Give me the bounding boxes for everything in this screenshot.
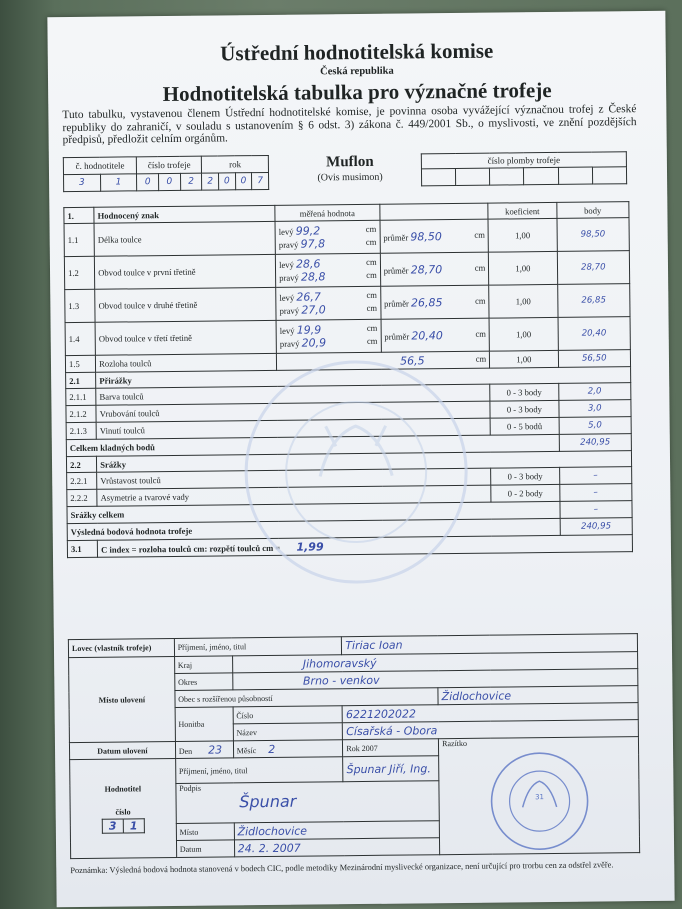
species-latin: (Ovis musimon) bbox=[317, 171, 383, 184]
final-label: Výsledná bodová hodnota trofeje bbox=[67, 518, 560, 540]
year-label: Rok bbox=[346, 743, 360, 753]
nazev-value: Císařská - Obora bbox=[343, 720, 639, 740]
cindex-value: 1,99 bbox=[296, 539, 324, 554]
average-cell bbox=[380, 252, 489, 286]
number-label: Číslo bbox=[233, 706, 343, 724]
seal-box bbox=[421, 151, 627, 186]
hunter-name: Tiriac Ioan bbox=[342, 634, 638, 655]
coef-value: 1,00 bbox=[488, 218, 557, 252]
commission-title: Ústřední hodnotitelská komise bbox=[220, 38, 494, 66]
head-empty bbox=[379, 203, 488, 220]
location-label: Místo bbox=[176, 823, 234, 841]
seal-label: číslo plomby trofeje bbox=[421, 152, 626, 169]
footnote: Poznámka: Výsledná bodová hodnota stanovená v bodech CIC, podle metodiky Mezinárodní myslivecké organizace, není určující pro trorbu cen za odstřel zvěře. bbox=[70, 860, 614, 876]
points-value: 5,0 bbox=[559, 417, 632, 435]
left-label: levý bbox=[279, 292, 295, 303]
table-title: Hodnotitelská tabulka pro význačné trofeje bbox=[162, 77, 552, 107]
day-label: Den bbox=[178, 746, 193, 756]
measure-cell bbox=[276, 286, 381, 320]
unit: cm bbox=[366, 289, 377, 300]
stamp-cell bbox=[439, 737, 640, 855]
total-plus-label: Celkem kladných bodů bbox=[66, 434, 559, 456]
row-num: 3.1 bbox=[67, 540, 97, 557]
row-num: 2.2.1 bbox=[67, 472, 97, 489]
total-plus-value: 240,95 bbox=[559, 434, 632, 452]
region-value: Jihomoravský bbox=[232, 652, 638, 673]
coef-value: 1,00 bbox=[489, 284, 558, 318]
seal-cell bbox=[558, 167, 592, 184]
average-cell bbox=[381, 318, 490, 352]
unit: cm bbox=[366, 302, 378, 313]
unit: cm bbox=[475, 328, 486, 339]
digit-cell: 0 bbox=[137, 174, 159, 191]
digit-cell: 0 bbox=[218, 173, 235, 190]
average-value: 20,40 bbox=[411, 328, 443, 342]
head-measured: měřená hodnota bbox=[275, 204, 380, 221]
hunter-table bbox=[68, 633, 640, 859]
section-label: Srážky bbox=[97, 451, 632, 473]
points-value: – bbox=[559, 484, 632, 502]
row-label: Vrubování toulců bbox=[96, 401, 490, 422]
evaluator-number-box bbox=[102, 818, 145, 833]
evaluator-cell bbox=[70, 758, 177, 858]
span-value: 56,5 bbox=[400, 353, 425, 368]
average-value: 26,85 bbox=[410, 295, 443, 309]
row-label: Vrůstavost toulců bbox=[97, 468, 491, 489]
coef-value: 1,00 bbox=[489, 317, 558, 351]
left-value: 19,9 bbox=[296, 323, 322, 337]
left-value: 28,6 bbox=[295, 257, 321, 271]
row-label: Barva toulců bbox=[96, 384, 490, 405]
head-points: body bbox=[556, 202, 629, 219]
measure-cell bbox=[275, 220, 380, 254]
range-value: 0 - 3 body bbox=[490, 383, 559, 401]
right-label: pravý bbox=[279, 272, 299, 283]
row-label: Délka toulce bbox=[94, 221, 275, 256]
points-value: 98,50 bbox=[557, 218, 630, 252]
digit-cell: 2 bbox=[202, 173, 219, 190]
average-label: průměr bbox=[383, 264, 409, 276]
digit-cell: 0 bbox=[235, 173, 252, 190]
right-label: pravý bbox=[278, 239, 299, 250]
evaluator-name-label: Příjmení, jméno, titul bbox=[175, 757, 343, 784]
digit-cell: 0 bbox=[158, 173, 180, 190]
row-num: 2.1 bbox=[66, 372, 96, 388]
head-sign: Hodnocený znak bbox=[94, 205, 275, 223]
district-value: Brno - venkov bbox=[232, 669, 638, 690]
right-value: 28,8 bbox=[300, 270, 326, 284]
average-label: průměr bbox=[383, 231, 409, 243]
points-value: 56,50 bbox=[558, 350, 631, 368]
month-label: Měsíc bbox=[236, 745, 257, 755]
row-num: 2.2.2 bbox=[67, 489, 97, 506]
cindex-label: C index = rozloha toulců cm: rozpětí toulců cm = bbox=[101, 542, 281, 555]
row-num: 1.4 bbox=[65, 322, 96, 355]
signature-cell bbox=[176, 781, 440, 824]
hunting-label: Honitba bbox=[175, 707, 233, 742]
range-value: 0 - 5 bodů bbox=[490, 417, 559, 435]
unit: cm bbox=[366, 322, 378, 333]
unit: cm bbox=[365, 223, 377, 234]
muni-label: Obec s rozšířenou působností bbox=[175, 688, 439, 708]
id-box bbox=[63, 155, 269, 192]
points-value: 20,40 bbox=[558, 317, 631, 351]
row-num: 2.1.3 bbox=[66, 422, 96, 439]
row-num: 1.2 bbox=[64, 256, 95, 289]
total-minus-value: – bbox=[560, 501, 633, 519]
right-label: pravý bbox=[279, 338, 300, 349]
average-cell bbox=[380, 219, 489, 253]
when-value: 24. 2. 2007 bbox=[234, 838, 440, 857]
digit-cell: 2 bbox=[180, 173, 202, 190]
points-value: – bbox=[559, 467, 632, 485]
row-label: Obvod toulce v první třetině bbox=[95, 254, 276, 289]
digit-cell: 1 bbox=[100, 174, 137, 191]
unit: cm bbox=[366, 335, 378, 346]
unit: cm bbox=[474, 262, 486, 273]
points-value: 3,0 bbox=[558, 400, 631, 418]
location-value: Židlochovice bbox=[234, 821, 440, 840]
unit: cm bbox=[474, 229, 485, 240]
evaluator-number-label: číslo bbox=[115, 806, 131, 817]
seal-cell bbox=[456, 168, 490, 185]
average-value: 98,50 bbox=[410, 229, 442, 243]
unit: cm bbox=[366, 269, 377, 280]
label-year: rok bbox=[202, 155, 269, 173]
unit: cm bbox=[365, 236, 377, 247]
year-value: 2007 bbox=[361, 743, 378, 753]
when-label: Datum bbox=[176, 840, 234, 858]
row-num: 2.1.1 bbox=[66, 388, 96, 405]
country-label: Česká republika bbox=[320, 65, 394, 78]
signature: Špunar bbox=[239, 791, 297, 812]
row-num: 2.1.2 bbox=[66, 405, 96, 422]
range-value: 0 - 3 body bbox=[490, 400, 559, 418]
section-label: Přirážky bbox=[96, 367, 631, 389]
average-label: průměr bbox=[384, 330, 410, 342]
seal-cell bbox=[490, 168, 524, 185]
left-value: 26,7 bbox=[296, 290, 321, 304]
right-value: 97,8 bbox=[300, 237, 326, 251]
intro-text: Tuto tabulku, vystavenou členem Ústřední hodnotitelské komise, je povinna osoba vyvážející význačnou trofej z České republiky do zahraničí, v souladu s ustanovením § 6 odst. 3) zákona č. 449/2001 Sb., o myslivosti, ve znění pozdějších předpisů, předložit celním orgánům. bbox=[62, 103, 637, 147]
digit-cell: 3 bbox=[102, 819, 123, 833]
nazev-label: Název bbox=[233, 723, 343, 741]
seal-cell bbox=[592, 167, 627, 184]
points-value: 28,70 bbox=[557, 251, 630, 285]
left-label: levý bbox=[279, 259, 294, 270]
date-label: Datum ulovení bbox=[69, 741, 175, 759]
species-name: Muflon bbox=[326, 153, 374, 171]
range-value: 0 - 3 body bbox=[491, 467, 560, 485]
evaluator-name: Špunar Jiří, Ing. bbox=[343, 756, 439, 782]
watermark-seal bbox=[239, 355, 473, 589]
month-value: 2 bbox=[268, 742, 276, 756]
district-label: Okres bbox=[174, 673, 232, 691]
label-evaluator-no: č. hodnotitele bbox=[63, 157, 136, 175]
head-num: 1. bbox=[64, 207, 94, 223]
range-value: 0 - 2 body bbox=[491, 484, 560, 502]
row-label: Vinutí toulců bbox=[96, 418, 490, 439]
signature-label: Podpis bbox=[179, 783, 202, 793]
row-label: Asymetrie a tvarové vady bbox=[97, 485, 491, 506]
document-page bbox=[47, 11, 674, 907]
digit-cell: 3 bbox=[64, 174, 101, 191]
measure-cell bbox=[275, 253, 380, 287]
seal-cell bbox=[421, 168, 455, 185]
name-label: Příjmení, jméno, titul bbox=[174, 637, 342, 657]
average-value: 28,70 bbox=[410, 262, 443, 276]
unit: cm bbox=[475, 353, 487, 364]
average-cell bbox=[380, 285, 489, 319]
row-label: Rozloha toulců bbox=[96, 353, 277, 372]
unit: cm bbox=[366, 256, 377, 267]
right-value: 27,0 bbox=[301, 303, 326, 317]
evaluator-label: Hodnotitel bbox=[104, 783, 142, 794]
day-value: 23 bbox=[208, 742, 223, 757]
points-value: 2,0 bbox=[558, 383, 631, 401]
row-num: 1.1 bbox=[64, 223, 95, 256]
coef-value: 1,00 bbox=[489, 251, 558, 285]
left-value: 99,2 bbox=[295, 224, 321, 238]
hunter-label: Lovec (vlastník trofeje) bbox=[68, 638, 174, 657]
row-label: Obvod toulce v druhé třetině bbox=[95, 287, 276, 322]
official-stamp bbox=[464, 748, 615, 854]
day-cell bbox=[175, 741, 233, 759]
stamp-number: 31 bbox=[534, 793, 544, 802]
measure-cell bbox=[276, 319, 381, 353]
row-num: 2.2 bbox=[66, 456, 96, 472]
head-coef: koeficient bbox=[488, 202, 557, 219]
place-label: Místo ulovení bbox=[69, 656, 176, 742]
muni-value: Židlochovice bbox=[438, 686, 638, 705]
digit-cell: 1 bbox=[123, 818, 144, 832]
number-value: 6221202022 bbox=[342, 703, 638, 723]
stamp-label: Razítko bbox=[442, 738, 468, 749]
row-label: Obvod toulce v třetí třetině bbox=[95, 320, 276, 355]
digit-cell: 7 bbox=[252, 172, 269, 189]
row-num: 1.3 bbox=[65, 289, 96, 322]
right-value: 20,9 bbox=[301, 336, 327, 350]
average-label: průměr bbox=[383, 297, 409, 309]
region-label: Kraj bbox=[174, 656, 232, 674]
year-cell bbox=[343, 739, 439, 757]
left-label: levý bbox=[278, 226, 294, 237]
seal-cell bbox=[524, 167, 558, 184]
coef-value: 1,00 bbox=[490, 350, 559, 368]
unit: cm bbox=[475, 295, 486, 306]
points-value: 26,85 bbox=[557, 284, 630, 318]
label-trophy-no: číslo trofeje bbox=[137, 156, 202, 174]
month-cell bbox=[233, 740, 343, 758]
left-label: levý bbox=[279, 325, 295, 336]
row-num: 1.5 bbox=[65, 355, 95, 372]
right-label: pravý bbox=[279, 305, 300, 316]
total-minus-label: Srážky celkem bbox=[67, 501, 560, 523]
final-value: 240,95 bbox=[560, 518, 633, 536]
